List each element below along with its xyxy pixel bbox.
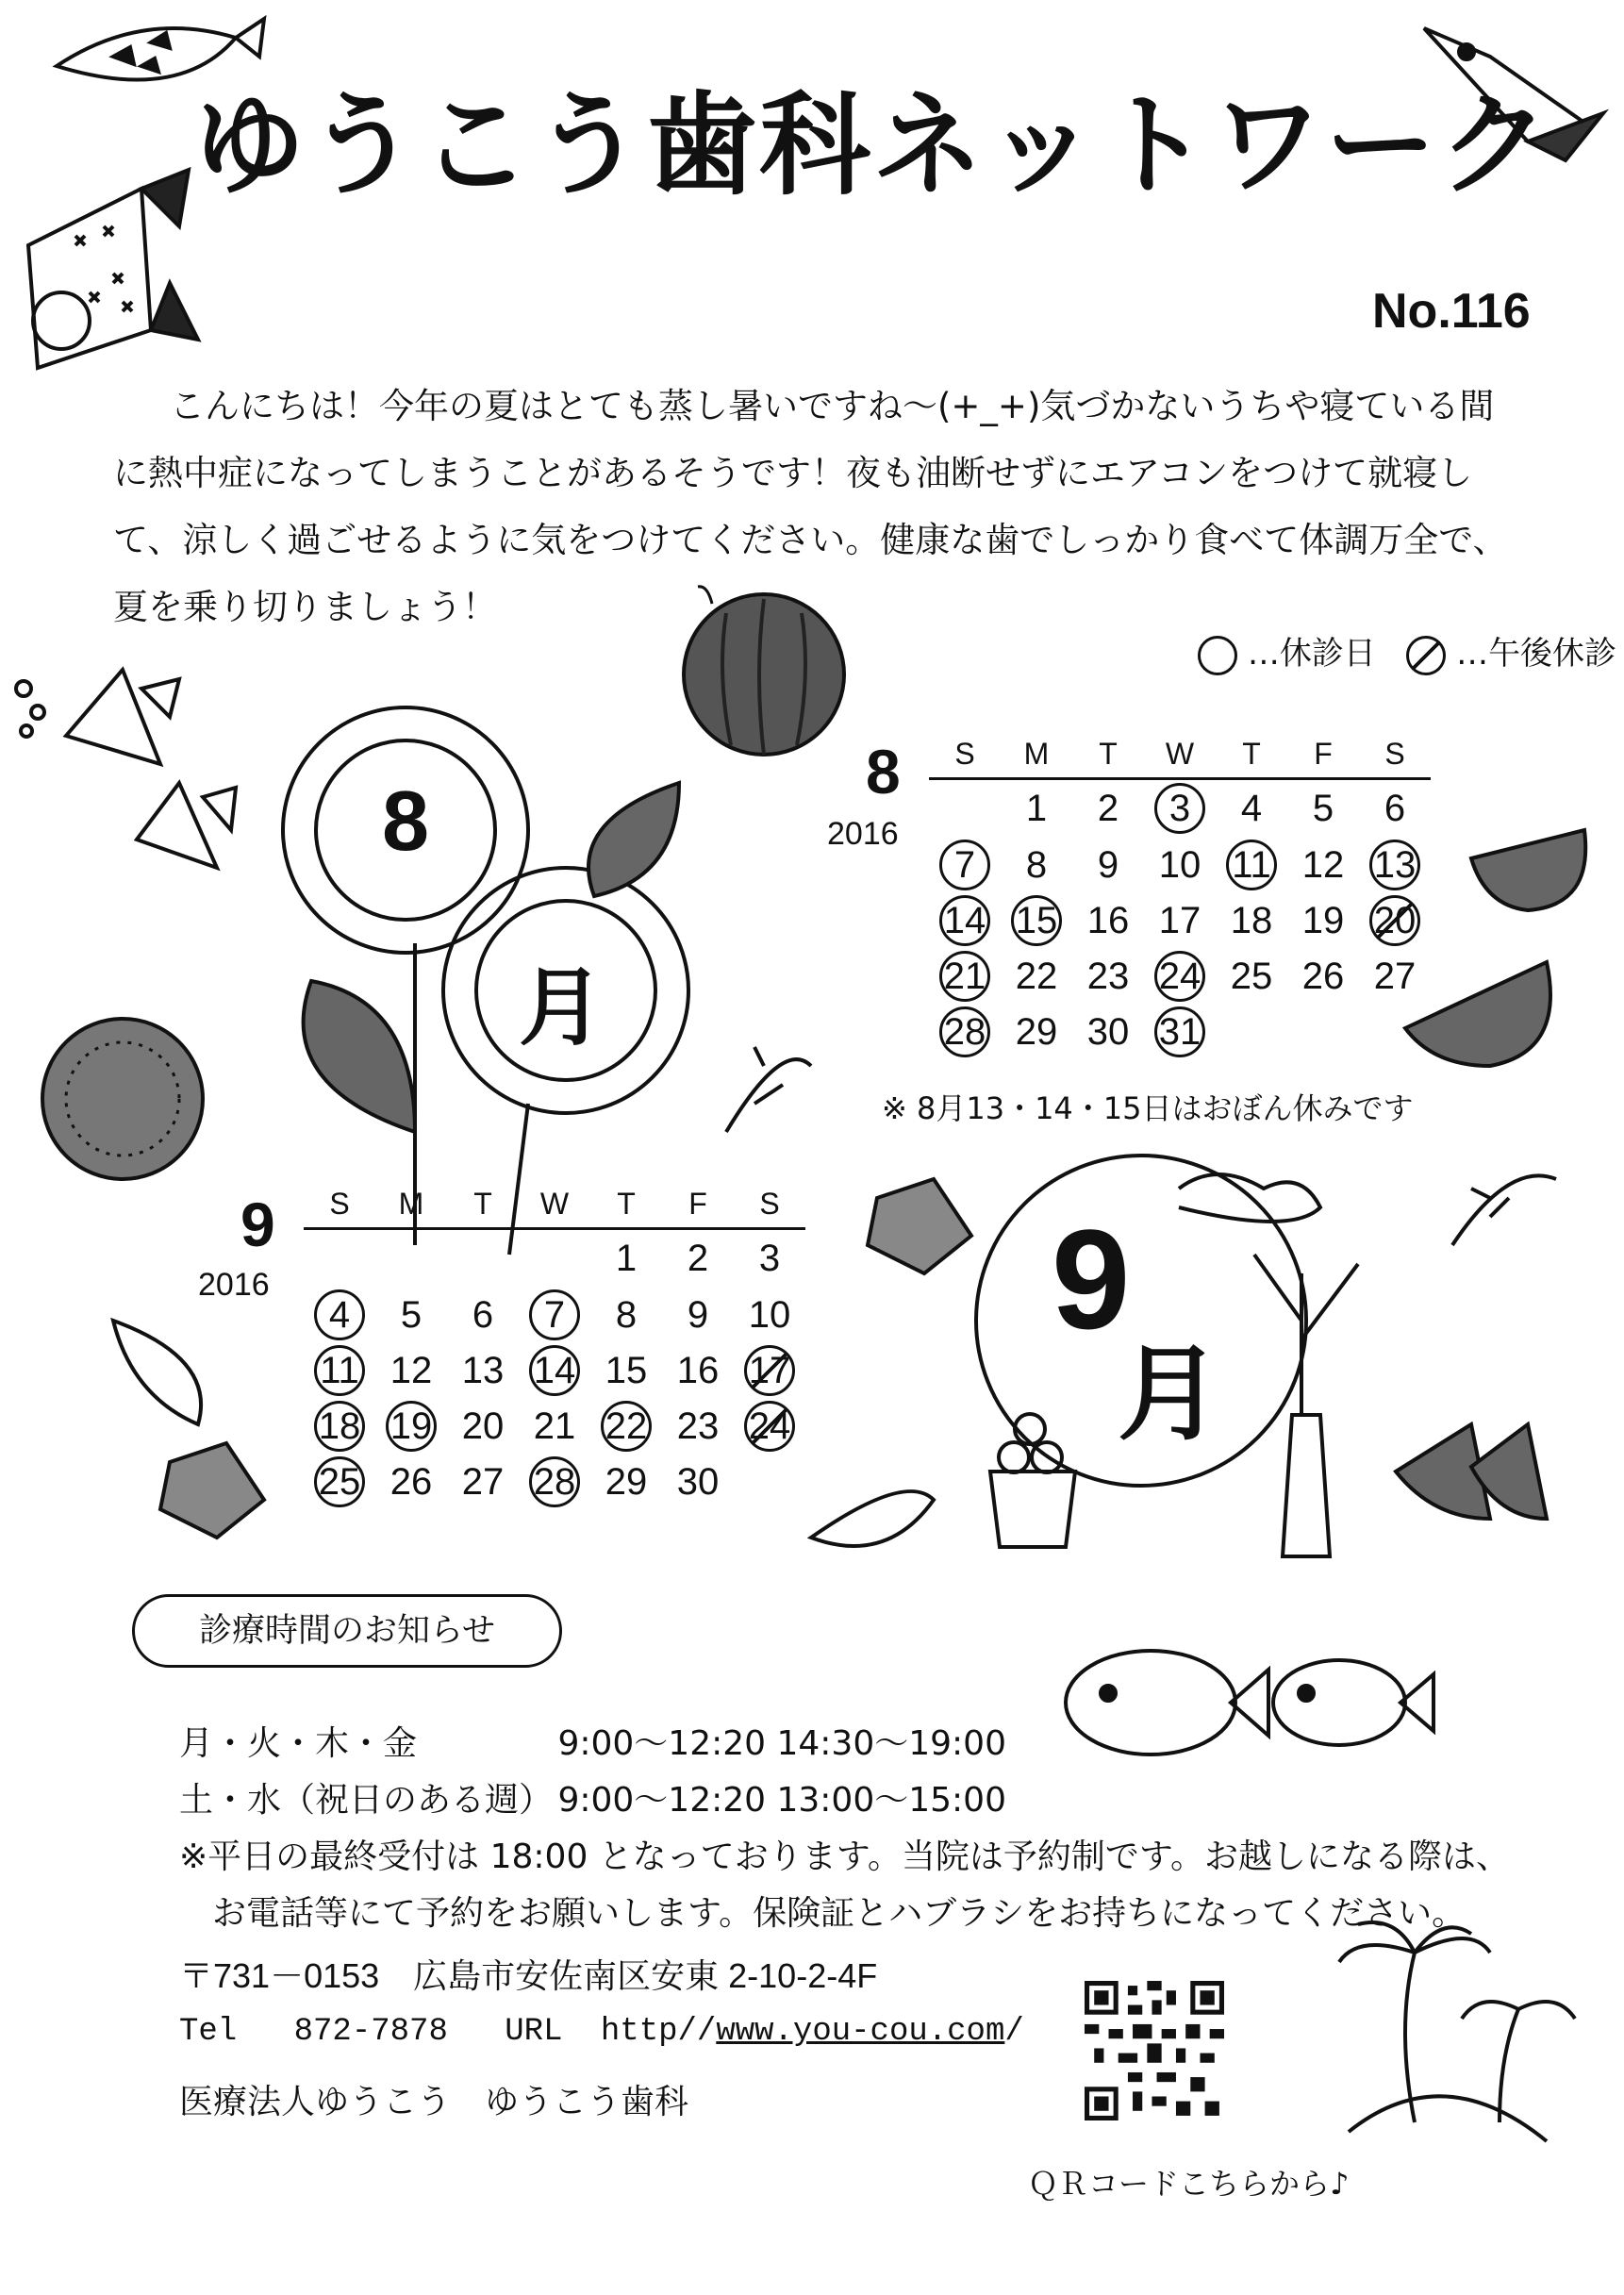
day-number: 5	[400, 1293, 423, 1336]
fish-icon	[1066, 1651, 1433, 1755]
day-number: 11	[314, 1345, 365, 1396]
calendar-day	[375, 1287, 447, 1342]
calendar-week	[304, 1454, 805, 1510]
calendar-day	[1287, 1004, 1359, 1060]
calendar-day	[447, 1342, 519, 1398]
calendar-day	[662, 1398, 734, 1454]
calendar-day	[1216, 892, 1287, 948]
august-calendar	[929, 736, 1431, 1060]
url-label: URL	[505, 2014, 563, 2050]
day-number: 19	[1301, 899, 1345, 941]
url-prefix: http//	[600, 2014, 717, 2050]
newsletter-title: ゆうこう歯科ネットワーク	[193, 80, 1552, 210]
day-number: 12	[389, 1349, 433, 1391]
calendar-day	[662, 1342, 734, 1398]
calendar-week	[304, 1342, 805, 1398]
day-number: 4	[1240, 788, 1263, 829]
obon-note: ※ 8月13・14・15日はおぼん休みです	[882, 1090, 1414, 1126]
day-number: 18	[314, 1401, 365, 1452]
august-badge	[358, 773, 453, 871]
calendar-day	[662, 1287, 734, 1342]
calendar-day	[304, 1229, 375, 1288]
palm-tree-illustration	[1339, 1922, 1575, 2141]
sunflower-illustration	[283, 707, 688, 1255]
day-number: 3	[1154, 783, 1205, 834]
hours-times: 9:00～12:20 13:00～15:00	[557, 1781, 1006, 1820]
day-number: 31	[1154, 1006, 1205, 1057]
calendar-day	[734, 1229, 805, 1288]
calendar-day	[1359, 779, 1431, 838]
weekday-label: T	[447, 1186, 519, 1229]
calendar-day	[662, 1229, 734, 1288]
day-number: 2	[687, 1238, 709, 1279]
day-number: 26	[389, 1461, 433, 1503]
tel-label: Tel	[179, 2014, 238, 2050]
calendar-day	[375, 1454, 447, 1510]
calendar-day	[1072, 837, 1144, 892]
day-number: 5	[1312, 788, 1334, 829]
calendar-day	[1216, 779, 1287, 838]
fish-icon	[28, 170, 198, 368]
calendar-day	[1144, 779, 1216, 838]
url-suffix: /	[1004, 2014, 1024, 2050]
reception-note-line1: ※平日の最終受付は 18:00 となっております。当院は予約制です。お越しになる際は、	[179, 1838, 1511, 1876]
calendar-day	[1216, 948, 1287, 1004]
weekday-label: S	[1359, 736, 1431, 779]
clinic-address: 〒731－0153 広島市安佐南区安東 2-10-2-4F	[179, 1956, 878, 1995]
calendar-day	[734, 1287, 805, 1342]
website-link[interactable]: www.you-cou.com	[716, 2014, 1005, 2050]
september-badge-kanji: 月	[1118, 1334, 1221, 1455]
calendar-day	[519, 1398, 590, 1454]
calendar-day	[662, 1454, 734, 1510]
day-number: 20	[461, 1405, 505, 1447]
september-month-number: 9	[240, 1189, 275, 1259]
day-number: 9	[687, 1293, 709, 1336]
day-number: 17	[1158, 899, 1201, 941]
day-number: 12	[1301, 843, 1345, 886]
day-number: 16	[676, 1349, 720, 1391]
day-number: 29	[1015, 1011, 1058, 1053]
day-number: 27	[1373, 955, 1417, 997]
day-number: 20	[1369, 895, 1420, 946]
day-number: 19	[386, 1401, 437, 1452]
issue-number: No.116	[1372, 284, 1531, 339]
calendar-day	[375, 1398, 447, 1454]
weekday-label: W	[519, 1186, 590, 1229]
calendar-day	[1287, 779, 1359, 838]
day-number: 10	[1158, 843, 1201, 886]
calendar-day	[304, 1454, 375, 1510]
august-month-number: 8	[866, 737, 901, 807]
day-number: 27	[461, 1461, 505, 1503]
weekday-label: T	[1072, 736, 1144, 779]
weekday-label: S	[734, 1186, 805, 1229]
calendar-week	[929, 892, 1431, 948]
calendar-day	[1001, 948, 1072, 1004]
calendar-day	[1001, 779, 1072, 838]
fish-icon	[16, 670, 236, 868]
calendar-day	[590, 1287, 662, 1342]
day-number: 3	[758, 1238, 781, 1279]
calendar-day	[447, 1229, 519, 1288]
day-number: 28	[529, 1456, 580, 1507]
calendar-week	[929, 779, 1431, 838]
hours-times: 9:00～12:20 14:30～19:00	[557, 1724, 1006, 1763]
day-number: 6	[1384, 788, 1406, 829]
calendar-day	[1359, 948, 1431, 1004]
day-number: 22	[601, 1401, 652, 1452]
day-number: 21	[939, 951, 990, 1002]
calendar-day	[519, 1287, 590, 1342]
day-number: 21	[533, 1405, 576, 1447]
calendar-day	[447, 1454, 519, 1510]
august-badge-number: 8	[381, 774, 430, 869]
september-calendar	[304, 1186, 805, 1510]
august-badge-kanji: 月	[519, 958, 604, 1057]
hours-row	[179, 1717, 1006, 1765]
day-number: 9	[1097, 843, 1119, 886]
tel-number: 872-7878	[293, 2014, 448, 2050]
day-number: 25	[314, 1456, 365, 1507]
day-number: 4	[314, 1289, 365, 1340]
day-number: 23	[1086, 955, 1130, 997]
intro-text: こんにちは！今年の夏はとても蒸し暑いですね～(+_+)気づかないうちや寝ている間に熱中症になってしまうことがあるそうです！夜も油断せずにエアコンをつけて就寝して、涼しく過ごせるように気をつけてください。健康な歯でしっかり食べて体調万全で、夏を乗り切りましょう！	[113, 386, 1508, 627]
weekday-label: F	[662, 1186, 734, 1229]
calendar-day	[1359, 1004, 1431, 1060]
contact-line	[179, 2014, 1024, 2050]
september-year: 2016	[198, 1267, 270, 1303]
calendar-day	[375, 1229, 447, 1288]
day-number: 23	[676, 1405, 720, 1447]
watermelon-icon	[42, 1019, 203, 1179]
august-weekday-row	[929, 736, 1431, 779]
calendar-day	[1287, 892, 1359, 948]
day-number: 1	[1025, 788, 1048, 829]
day-number: 30	[676, 1461, 720, 1503]
calendar-day	[1072, 779, 1144, 838]
day-number: 10	[748, 1293, 791, 1336]
weekday-label: M	[1001, 736, 1072, 779]
calendar-day	[734, 1398, 805, 1454]
calendar-day	[929, 779, 1001, 838]
day-number: 22	[1015, 955, 1058, 997]
weekday-label: T	[1216, 736, 1287, 779]
calendar-day	[1001, 892, 1072, 948]
day-number: 2	[1097, 788, 1119, 829]
calendar-day	[929, 892, 1001, 948]
september-weekday-row	[304, 1186, 805, 1229]
calendar-day	[929, 1004, 1001, 1060]
calendar-day	[304, 1342, 375, 1398]
calendar-week	[304, 1287, 805, 1342]
calendar-day	[1359, 892, 1431, 948]
fish-icon	[57, 19, 264, 80]
weekday-label: S	[304, 1186, 375, 1229]
day-number: 26	[1301, 955, 1345, 997]
calendar-day	[590, 1454, 662, 1510]
calendar-day	[734, 1454, 805, 1510]
calendar-day	[1359, 837, 1431, 892]
day-number: 28	[939, 1006, 990, 1057]
day-number: 8	[1025, 843, 1048, 886]
calendar-day	[590, 1229, 662, 1288]
calendar-day	[1072, 892, 1144, 948]
calendar-day	[1144, 892, 1216, 948]
calendar-day	[1144, 1004, 1216, 1060]
calendar-day	[1072, 1004, 1144, 1060]
day-number: 24	[1154, 951, 1205, 1002]
september-badge-number: 9	[1052, 1200, 1131, 1358]
calendar-day	[1144, 948, 1216, 1004]
calendar-legend	[1198, 627, 1616, 675]
intro-paragraph	[113, 373, 1528, 640]
calendar-day	[447, 1398, 519, 1454]
weekday-label: T	[590, 1186, 662, 1229]
day-number: 1	[615, 1238, 638, 1279]
calendar-week	[304, 1229, 805, 1288]
day-number: 16	[1086, 899, 1130, 941]
legend-closed-label: …休診日	[1247, 635, 1376, 673]
calendar-day	[929, 837, 1001, 892]
calendar-day	[519, 1454, 590, 1510]
day-number: 18	[1230, 899, 1273, 941]
day-number: 7	[939, 840, 990, 890]
calendar-day	[1001, 837, 1072, 892]
calendar-day	[447, 1287, 519, 1342]
day-number: 13	[1369, 840, 1420, 890]
weekday-label: M	[375, 1186, 447, 1229]
day-number: 25	[1230, 955, 1273, 997]
weekday-label: W	[1144, 736, 1216, 779]
calendar-day	[1287, 837, 1359, 892]
hours-row	[179, 1773, 1006, 1821]
calendar-day	[519, 1342, 590, 1398]
calendar-day	[929, 948, 1001, 1004]
calendar-day	[734, 1342, 805, 1398]
day-number: 6	[472, 1293, 494, 1336]
calendar-day	[304, 1287, 375, 1342]
calendar-day	[1001, 1004, 1072, 1060]
day-number: 8	[615, 1293, 638, 1336]
clinic-name: 医療法人ゆうこう ゆうこう歯科	[179, 2083, 689, 2121]
calendar-week	[929, 837, 1431, 892]
day-number: 7	[529, 1289, 580, 1340]
calendar-week	[929, 1004, 1431, 1060]
calendar-day	[590, 1342, 662, 1398]
weekday-label: F	[1287, 736, 1359, 779]
day-number: 30	[1086, 1011, 1130, 1053]
day-number: 11	[1226, 840, 1277, 890]
qr-code[interactable]	[1085, 1981, 1224, 2120]
calendar-day	[1287, 948, 1359, 1004]
day-number: 13	[461, 1349, 505, 1391]
day-number: 15	[1011, 895, 1062, 946]
day-number: 29	[605, 1461, 648, 1503]
day-number: 14	[529, 1345, 580, 1396]
hours-days: 月・火・木・金	[179, 1724, 418, 1763]
day-number: 14	[939, 895, 990, 946]
reception-note-line2: お電話等にて予約をお願いします。保険証とハブラシをお持ちになってください。	[212, 1894, 1467, 1933]
day-number: 17	[744, 1345, 795, 1396]
legend-half-label: …午後休診	[1456, 635, 1617, 673]
calendar-day	[304, 1398, 375, 1454]
calendar-day	[1144, 837, 1216, 892]
calendar-day	[375, 1342, 447, 1398]
closed-circle-icon	[1198, 636, 1237, 675]
calendar-week	[929, 948, 1431, 1004]
calendar-day	[1216, 1004, 1287, 1060]
weekday-label: S	[929, 736, 1001, 779]
calendar-day	[590, 1398, 662, 1454]
calendar-day	[519, 1229, 590, 1288]
half-day-circle-icon	[1406, 636, 1446, 675]
day-number: 24	[744, 1401, 795, 1452]
hours-heading: 診療時間のお知らせ	[132, 1594, 562, 1668]
calendar-day	[1072, 948, 1144, 1004]
august-year: 2016	[827, 816, 899, 852]
calendar-day	[1216, 837, 1287, 892]
day-number: 15	[605, 1349, 648, 1391]
calendar-week	[304, 1398, 805, 1454]
hours-days: 土・水（祝日のある週）	[179, 1781, 554, 1820]
qr-caption: ＱＲコードこちらから♪	[1028, 2166, 1350, 2202]
